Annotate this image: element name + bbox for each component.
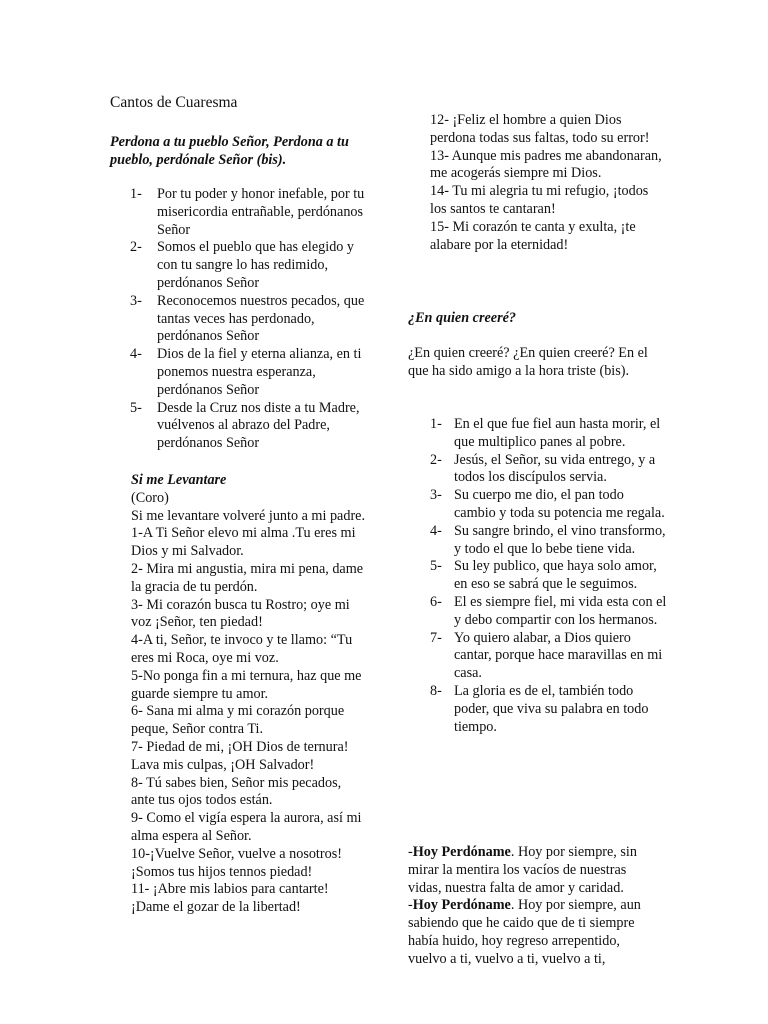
- verse: 9- Como el vigía espera la aurora, así mi alma espera al Señor.: [131, 810, 362, 844]
- item-text: Desde la Cruz nos diste a tu Madre, vuélvenos al abrazo del Padre, perdónanos Señor: [157, 399, 360, 452]
- verse: 13- Aunque mis padres me abandonaran, me acogerás siempre mi Dios.: [430, 147, 662, 182]
- paragraph-text: . Hoy por siempre, aun sabiendo que he caido que de ti siempre había huido, hoy regreso arrepentido, vuelvo a ti, vuelvo a ti, vuelvo a ti,: [408, 897, 641, 967]
- item-text: El es siempre fiel, mi vida esta con el y debo compartir con los hermanos.: [454, 593, 667, 628]
- list-item: [130, 239, 370, 292]
- item-text: Su cuerpo me dio, el pan todo cambio y toda su potencia me regala.: [454, 487, 665, 521]
- document-title: Cantos de Cuaresma: [110, 94, 238, 111]
- list-item: [430, 558, 668, 594]
- item-text: Somos el pueblo que has elegido y con tu sangre lo has redimido, perdónanos Señor: [157, 239, 355, 291]
- item-number: 6-: [430, 593, 442, 610]
- item-text: Por tu poder y honor inefable, por tu misericordia entrañable, perdónanos Señor: [157, 186, 365, 238]
- list-item: [430, 523, 668, 559]
- item-text: En el que fue fiel aun hasta morir, el que multiplico panes al pobre.: [454, 416, 661, 450]
- hoy-perdoname-paragraph: [408, 897, 662, 968]
- item-text: Yo quiero alabar, a Dios quiero cantar, porque hace maravillas en mi casa.: [454, 629, 663, 682]
- list-item: [130, 346, 370, 399]
- item-number: 3-: [430, 487, 442, 504]
- item-number: 1-: [430, 416, 442, 432]
- item-text: La gloria es de el, también todo poder, que viva su palabra en todo tiempo.: [454, 682, 649, 735]
- verse: 3- Mi corazón busca tu Rostro; oye mi voz ¡Señor, ten piedad!: [131, 596, 350, 631]
- item-number: 3-: [130, 292, 142, 309]
- song-title-perdona: Perdona a tu pueblo Señor, Perdona a tu pueblo, perdónale Señor (bis).: [110, 134, 349, 168]
- paragraph-text: . Hoy por siempre, sin mirar la mentira los vacíos de nuestras vidas, nuestra falta de amor y caridad.: [408, 844, 637, 896]
- verse: 15- Mi corazón te canta y exulta, ¡te alabare por la eternidad!: [430, 218, 636, 253]
- verse: 5-No ponga fin a mi ternura, haz que me guarde siempre tu amor.: [131, 667, 362, 702]
- hoy-perdoname-heading: Hoy Perdóname: [412, 844, 511, 860]
- item-number: 2-: [130, 239, 142, 256]
- list-item: [430, 683, 668, 736]
- item-text: Su sangre brindo, el vino transformo, y todo el que lo bebe tiene vida.: [454, 522, 666, 557]
- song3-intro: ¿En quien creeré? ¿En quien creeré? En el que ha sido amigo a la hora triste (bis).: [408, 345, 648, 379]
- hoy-perdoname-heading: Hoy Perdóname: [412, 897, 511, 914]
- verse: 2- Mira mi angustia, mira mi pena, dame la gracia de tu perdón.: [131, 560, 364, 595]
- song2-block: [131, 472, 367, 917]
- verse: 11- ¡Abre mis labios para cantarte! ¡Dame el gozar de la libertad!: [131, 881, 329, 916]
- verse: 10-¡Vuelve Señor, vuelve a nosotros! ¡Somos tus hijos tennos piedad!: [131, 845, 342, 880]
- list-item: [430, 594, 668, 630]
- song3-list: [430, 416, 668, 736]
- song-title-si-me-levantare: Si me Levantare: [131, 472, 227, 488]
- hoy-perdoname-paragraph: [408, 844, 662, 897]
- item-number: 8-: [430, 682, 442, 699]
- verse: 4-A ti, Señor, te invoco y te llamo: “Tu eres mi Roca, oye mi voz.: [131, 632, 353, 666]
- item-text: Reconocemos nuestros pecados, que tantas veces has perdonado, perdónanos Señor: [157, 292, 365, 345]
- list-item: [430, 487, 668, 523]
- verse: 7- Piedad de mi, ¡OH Dios de ternura! Lava mis culpas, ¡OH Salvador!: [131, 738, 349, 773]
- song1-list: [130, 186, 370, 453]
- dash: -: [408, 897, 413, 914]
- item-text: Dios de la fiel y eterna alianza, en ti ponemos nuestra esperanza, perdónanos Señor: [157, 346, 362, 398]
- list-item: [430, 630, 668, 683]
- song4-block: [408, 844, 662, 969]
- verse: 12- ¡Feliz el hombre a quien Dios perdona todas sus faltas, todo su error!: [430, 112, 650, 146]
- song-title-en-quien-creere: ¿En quien creeré?: [408, 310, 516, 326]
- item-number: 5-: [430, 558, 442, 575]
- item-number: 4-: [430, 522, 442, 539]
- list-item: [430, 452, 668, 488]
- list-item: [130, 293, 370, 346]
- verse: 8- Tú sabes bien, Señor mis pecados, ante tus ojos todos están.: [131, 774, 342, 809]
- verse: 6- Sana mi alma y mi corazón porque peque, Señor contra Ti.: [131, 703, 345, 738]
- list-item: [430, 416, 668, 452]
- song2-continued: [430, 112, 668, 254]
- item-number: 5-: [130, 399, 142, 416]
- item-number: 4-: [130, 346, 142, 363]
- item-number: 7-: [430, 629, 442, 646]
- list-item: [130, 400, 370, 453]
- coro-text: Si me levantare volveré junto a mi padre.: [131, 507, 366, 524]
- item-number: 1-: [130, 186, 142, 202]
- dash: -: [408, 844, 413, 860]
- verse: 14- Tu mi alegria tu mi refugio, ¡todos los santos te cantaran!: [430, 183, 649, 217]
- coro-label: (Coro): [131, 489, 169, 506]
- item-text: Su ley publico, que haya solo amor, en eso se sabrá que le seguimos.: [454, 558, 657, 593]
- item-number: 2-: [430, 451, 442, 468]
- item-text: Jesús, el Señor, su vida entrego, y a todos los discípulos servia.: [454, 451, 656, 486]
- verse: 1-A Ti Señor elevo mi alma .Tu eres mi Dios y mi Salvador.: [131, 525, 356, 560]
- list-item: [130, 186, 370, 239]
